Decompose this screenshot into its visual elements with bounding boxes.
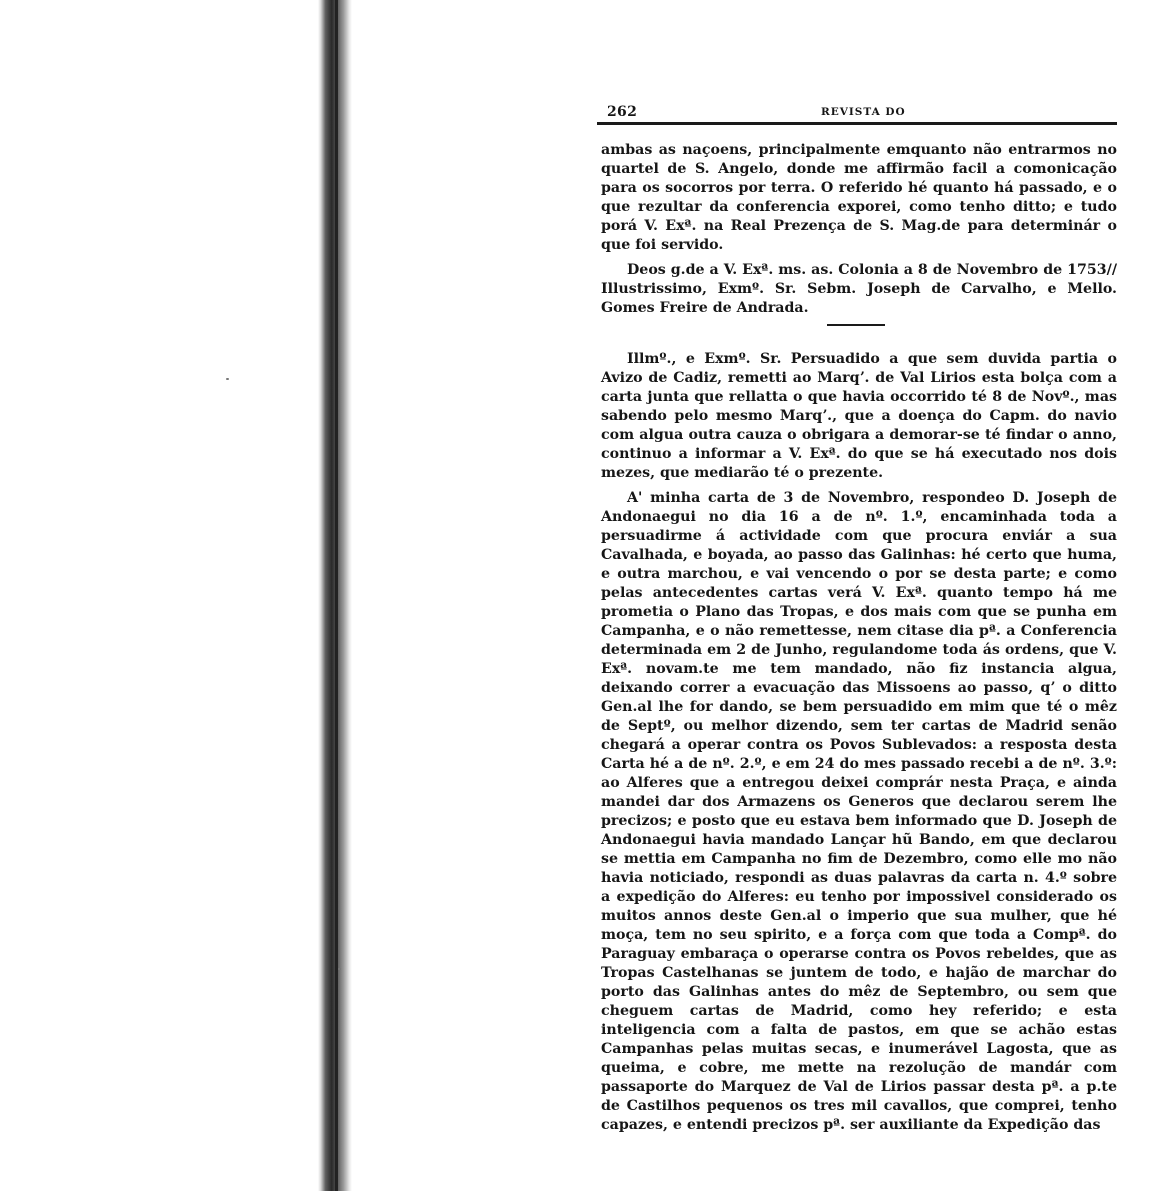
page-number: 262 [607, 104, 638, 120]
paragraph-continuation: ambas as naçoens, principalmente emquanto não entrarmos no quartel de S. Angelo, donde me affirmão facil a comonicação para os socorros por terra. O referido hé quanto há passado, e o que rezultar da conferencia exporei, como tenho ditto; e tudo porá V. Exª. na Real Prezença de S. Mag.de para determinár o que foi servido. [601, 142, 1117, 253]
paragraph-signature: Deos g.de a V. Exª. ms. as. Colonia a 8 de Novembro de 1753// Illustrissimo, Exmº. Sr. Sebm. Joseph de Carvalho, e Mello. Gomes Freire de Andrada. [601, 262, 1117, 316]
document-page [597, 104, 1117, 1141]
paragraph-letter-opening: Illmº., e Exmº. Sr. Persuadido a que sem duvida partia o Avizo de Cadiz, remetti ao Marqʼ. de Val Lirios esta bolça com a carta junta que rellatta o que havia occorrido té 8 de Novº., mas sabendo pelo mesmo Marqʼ., que a doença do Capm. do navio com algua outra cauza o obrigara a demorar-se té findar o anno, continuo a informar a V. Exª. do que se há executado nos dois mezes, que mediarão té o prezente. [601, 351, 1117, 481]
running-head [597, 104, 1117, 125]
scan-speck [226, 378, 229, 380]
running-title: REVISTA DO [821, 106, 906, 118]
body-text [597, 141, 1117, 1135]
paragraph-letter-body: A' minha carta de 3 de Novembro, respondeo D. Joseph de Andonaegui no dia 16 a de nº. 1.º, encaminhada toda a persuadirme á actividade com que procura enviár a sua Cavalhada, e boyada, ao passo das Galinhas: hé certo que huma, e outra marchou, e vai vencendo o por se desta parte; e como pelas antecedentes cartas verá V. Exª. quanto tempo há me prometia o Plano das Tropas, e dos mais com que se punha em Campanha, e o não remettesse, nem citase dia pª. a Conferencia determinada em 2 de Junho, regulandome toda ás ordens, que V. Exª. novam.te me tem mandado, não fiz instancia algua, deixando correr a evacuação das Missoens ao passo, qʼ o ditto Gen.al lhe for dando, se bem persuadido em mim que té o mêz de Septº, ou melhor dizendo, sem ter cartas de Madrid senão chegará a operar contra os Povos Sublevados: a resposta desta Carta hé a de nº. 2.º, e em 24 do mes passado recebi a de nº. 3.º: ao Alferes que a entregou deixei comprár nesta Praça, e ainda mandei dar dos Armazens os Generos que declarou serem lhe precizos; e posto que eu estava bem informado que D. Joseph de Andonaegui havia mandado Lançar hũ Bando, em que declarou se mettia em Campanha no fim de Dezembro, como elle mo não havia noticiado, respondi as duas palavras da carta n. 4.º sobre a expedição do Alferes: eu tenho por impossivel considerado os muitos annos deste Gen.al o imperio que sua mulher, que hé moça, tem no seu spirito, e a força com que toda a Compª. do Paraguay embaraça o operarse contra os Povos rebeldes, que as Tropas Castelhanas se juntem de todo, e hajão de marchar do porto das Galinhas antes do mêz de Septembro, ou sem que cheguem cartas de Madrid, como hey referido; e esta inteligencia com a falta de pastos, em que se achão estas Campanhas pelas muitas secas, e inumerável Lagosta, que as queima, e cobre, me mette na rezolução de mandár com passaporte do Marquez de Val de Lirios passar desta pª. a p.te de Castilhos pequenos os tres mil cavallos, que comprei, tenho capazes, e entendi precizos pª. ser auxiliante da Expedição das [601, 490, 1117, 1133]
section-divider [827, 324, 885, 326]
scan-speck [338, 968, 341, 970]
book-spine-line [335, 0, 338, 1191]
